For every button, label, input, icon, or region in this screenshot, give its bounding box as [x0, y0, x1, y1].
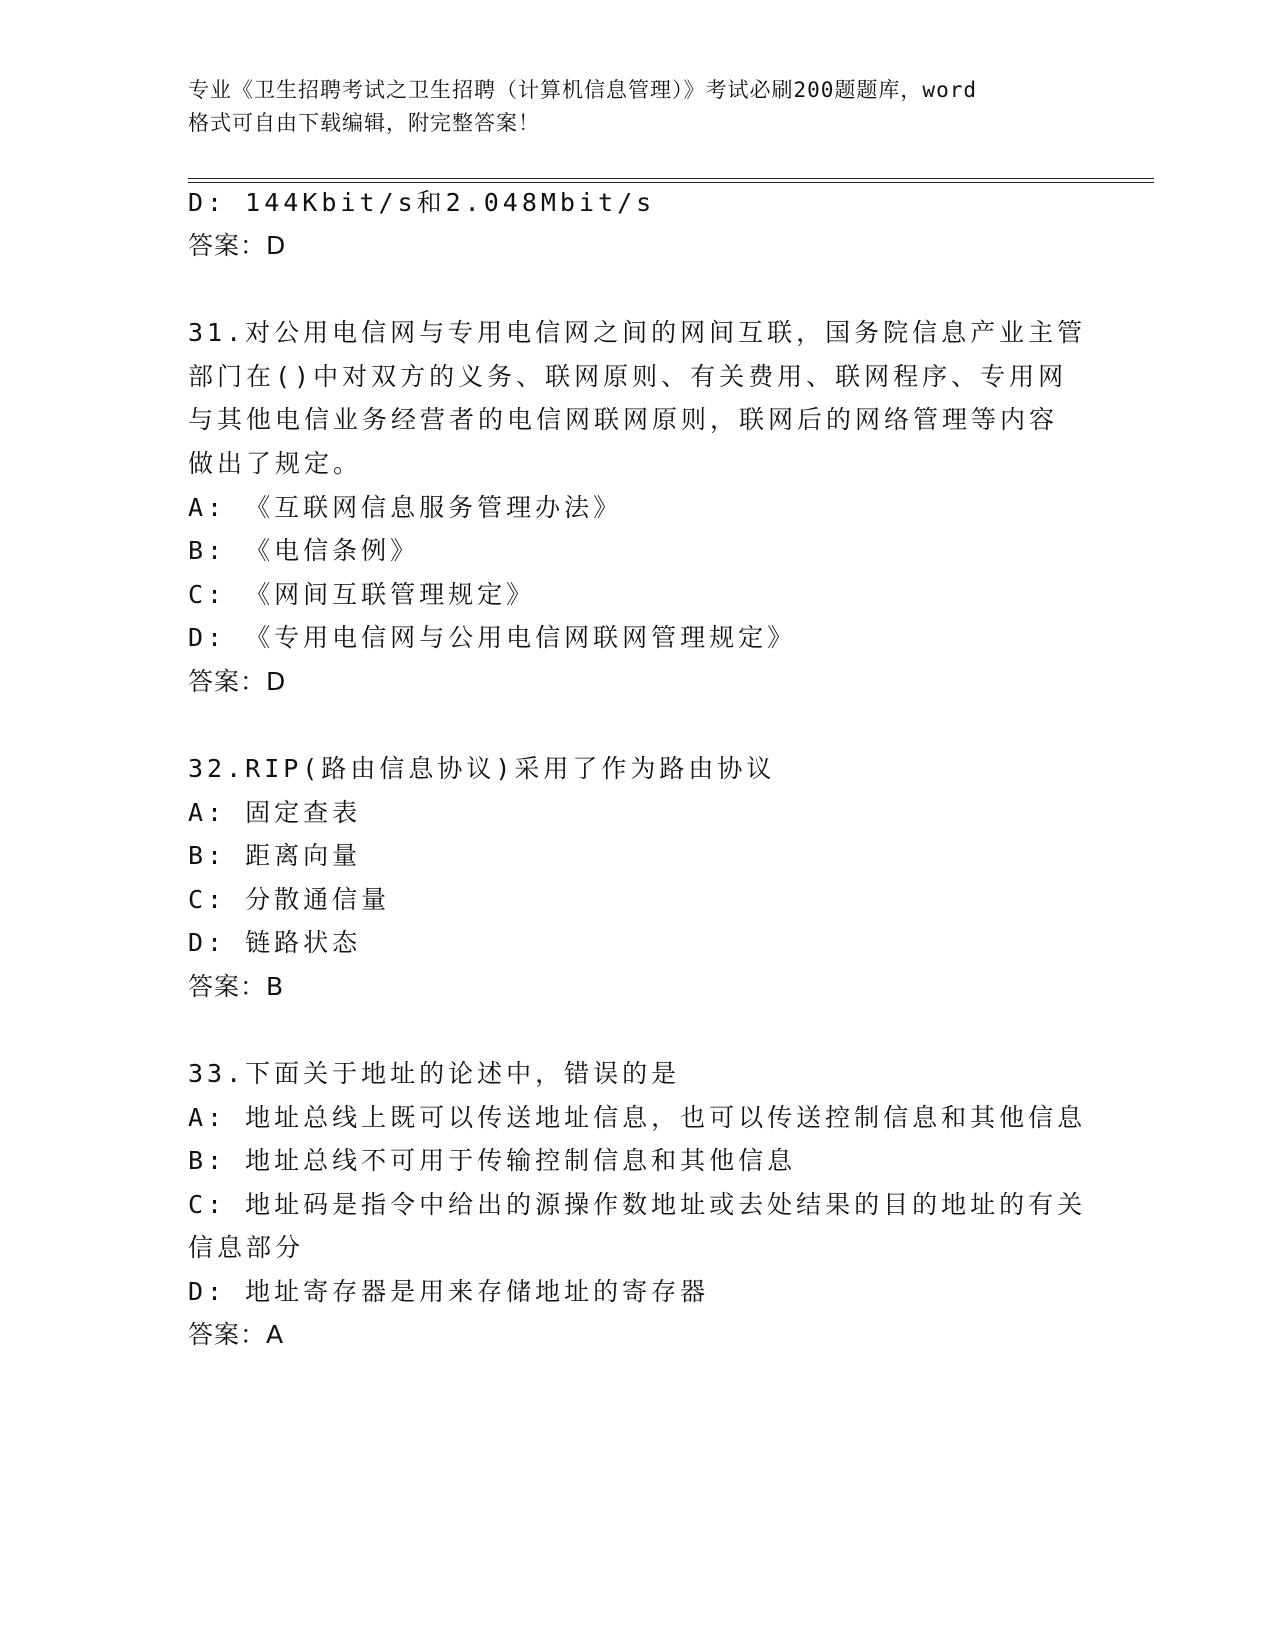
q32-option-c: C: 分散通信量: [188, 885, 391, 914]
q31-option-c: C: 《网间互联管理规定》: [188, 580, 536, 609]
q33-stem: 33.下面关于地址的论述中，错误的是: [188, 1059, 681, 1088]
q32-stem: 32.RIP(路由信息协议)采用了作为路由协议: [188, 754, 776, 783]
q31-stem-line-1: 31.对公用电信网与专用电信网之间的网间互联，国务院信息产业主管: [188, 318, 1087, 347]
q31-stem-line-4: 做出了规定。: [188, 449, 363, 478]
q33-option-b: B: 地址总线不可用于传输控制信息和其他信息: [188, 1146, 797, 1175]
q30-option-d: D: 144Kbit/s和2.048Mbit/s: [188, 188, 656, 217]
q31-option-b: B: 《电信条例》: [188, 536, 420, 565]
q33-option-a: A: 地址总线上既可以传送地址信息，也可以传送控制信息和其他信息: [188, 1103, 1087, 1132]
q31-option-d: D: 《专用电信网与公用电信网联网管理规定》: [188, 623, 797, 652]
q32-option-b: B: 距离向量: [188, 841, 362, 870]
q33-option-c-line-2: 信息部分: [188, 1233, 305, 1262]
q30-answer: 答案：D: [188, 231, 287, 260]
q33-option-c-line-1: C: 地址码是指令中给出的源操作数地址或去处结果的目的地址的有关: [188, 1190, 1087, 1219]
header-line-1: 专业《卫生招聘考试之卫生招聘（计算机信息管理）》考试必刷200题题库，word: [188, 78, 977, 102]
q31-option-a: A: 《互联网信息服务管理办法》: [188, 493, 623, 522]
q32-option-a: A: 固定查表: [188, 798, 362, 827]
q31-answer: 答案：D: [188, 667, 287, 696]
header-divider-top: [188, 178, 1154, 179]
header-line-2: 格式可自由下载编辑，附完整答案！: [188, 111, 540, 135]
document-header: [188, 74, 1088, 140]
header-divider-bottom: [188, 182, 1154, 183]
q31-stem-line-3: 与其他电信业务经营者的电信网联网原则，联网后的网络管理等内容: [188, 405, 1059, 434]
q31-stem-line-2: 部门在()中对双方的义务、联网原则、有关费用、联网程序、专用网: [188, 362, 1068, 391]
q33-answer: 答案：A: [188, 1320, 285, 1349]
q32-option-d: D: 链路状态: [188, 928, 362, 957]
q33-option-d: D: 地址寄存器是用来存储地址的寄存器: [188, 1277, 710, 1306]
q32-answer: 答案：B: [188, 972, 285, 1001]
